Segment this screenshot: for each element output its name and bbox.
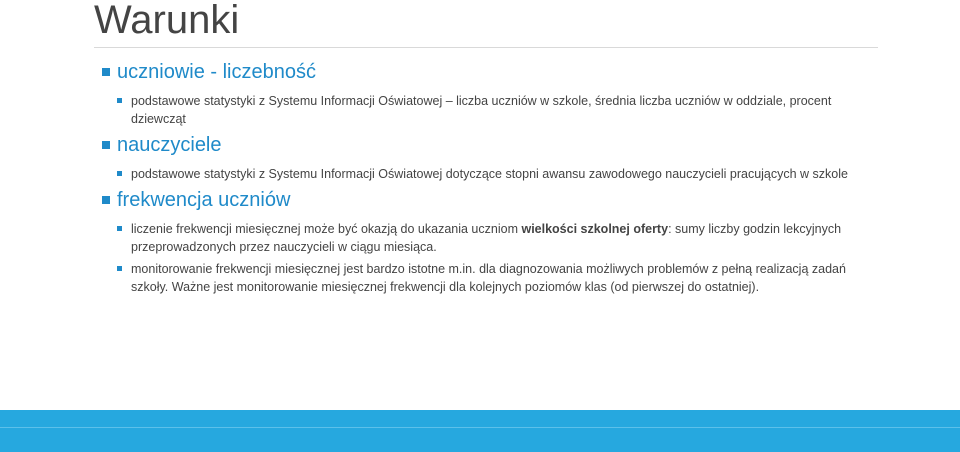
section-heading-text: uczniowie - liczebność bbox=[117, 61, 316, 83]
section-heading-nauczyciele bbox=[102, 131, 882, 159]
section-heading-frekwencja bbox=[102, 186, 882, 214]
square-bullet-icon bbox=[102, 141, 110, 149]
bullet-text: podstawowe statystyki z Systemu Informacji Oświatowej dotyczące stopni awansu zawodowego nauczycieli pracujących w szkole bbox=[131, 167, 848, 181]
slide-title: Warunki bbox=[94, 0, 240, 42]
square-bullet-icon bbox=[102, 196, 110, 204]
bullet-text-emphasis: wielkości szkolnej oferty bbox=[521, 222, 669, 236]
section-heading-text: nauczyciele bbox=[117, 134, 222, 156]
bullet-text: podstawowe statystyki z Systemu Informacji Oświatowej – liczba uczniów w szkole, średnia liczba uczniów w oddziale, procent dziewcząt bbox=[131, 94, 832, 126]
slide-content bbox=[102, 58, 882, 296]
bullet-item bbox=[102, 92, 882, 128]
bullet-text bbox=[131, 222, 841, 254]
bullet-text-end: : sumy liczby godzin lekcyjnych przeprowadzonych przez nauczycieli w ciągu miesiąca. bbox=[131, 222, 842, 254]
bullet-item bbox=[102, 260, 882, 296]
footer-band bbox=[0, 410, 960, 452]
bullet-text-start: liczenie frekwencji miesięcznej może być okazją do ukazania uczniom bbox=[131, 222, 522, 236]
square-bullet-icon bbox=[117, 226, 122, 231]
title-divider bbox=[94, 47, 878, 48]
section-heading-text: frekwencja uczniów bbox=[117, 189, 291, 211]
square-bullet-icon bbox=[117, 171, 122, 176]
bullet-text: monitorowanie frekwencji miesięcznej jest bardzo istotne m.in. dla diagnozowania możliwych problemów z pełną realizacją zadań szkoły. Ważne jest monitorowanie miesięcznej frekwencji dla kolejnych poziomów klas (od pierwszej do ostatniej). bbox=[131, 262, 846, 294]
square-bullet-icon bbox=[117, 98, 122, 103]
square-bullet-icon bbox=[102, 68, 110, 76]
square-bullet-icon bbox=[117, 266, 122, 271]
footer-divider bbox=[0, 427, 960, 428]
section-heading-uczniowie bbox=[102, 58, 882, 86]
bullet-item bbox=[102, 165, 882, 183]
bullet-item bbox=[102, 220, 882, 256]
